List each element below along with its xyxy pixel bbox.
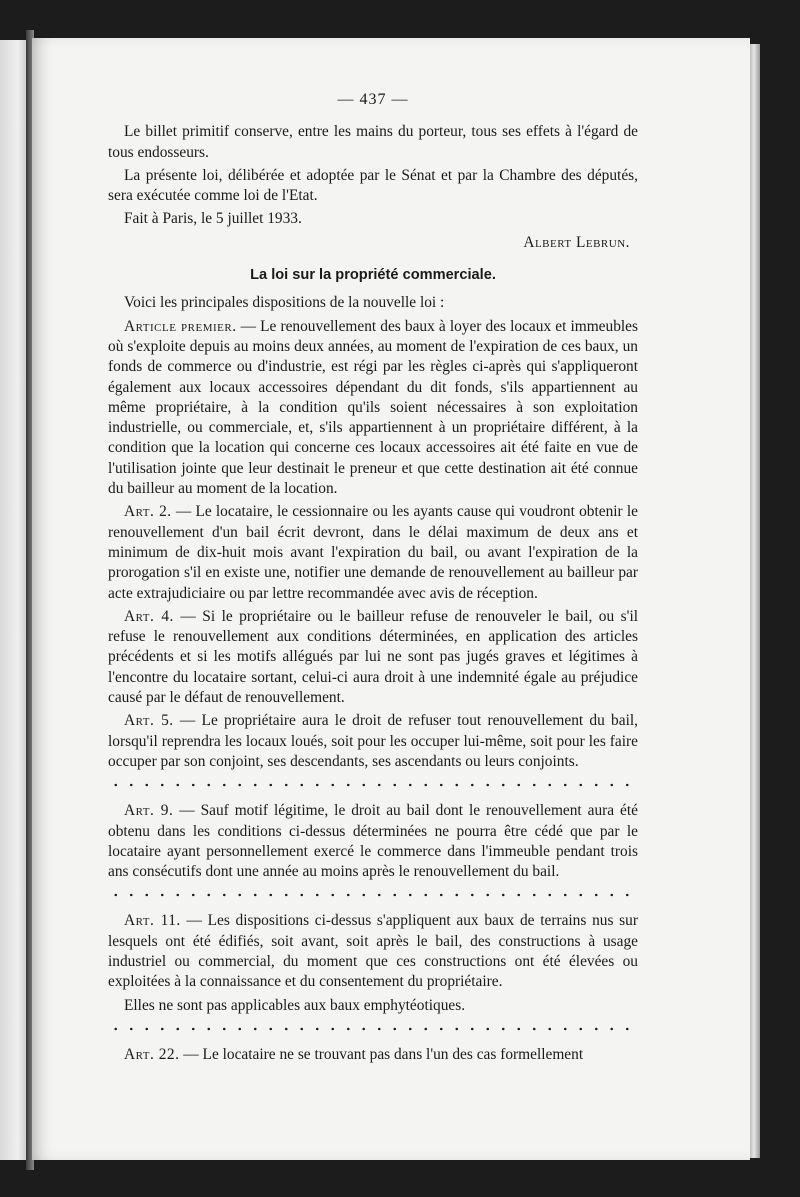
article-text: — Le renouvellement des baux à loyer des locaux et immeubles où s'exploite depuis au moins deux années, au moment de l'expiration de ces baux, un fonds de commerce ou d'industrie, est régi par les règles ci-après qui s'appliqueront également aux locaux accessoires dépendant du dit fonds, s'ils appartiennent au même propriétaire, à la condition qu'ils soient nécessaires à son exploitation industrielle, ou commerciale, et, s'ils appartiennent à un propriétaire différent, à la condition que la location qui concerne ces locaux accessoires ait été faite en vue de l'utilisation jointe que leur destinait le preneur et que cette destination ait été connue du bailleur au moment de la location. (108, 317, 638, 498)
article-paragraph (108, 607, 638, 708)
ellipsis-dot-row (108, 885, 638, 905)
article-label: Art. 9. (124, 802, 174, 820)
article-paragraph (108, 801, 638, 882)
article-text: — Les dispositions ci-dessus s'appliquent aux baux de terrains nus sur lesquels ont été édifiés, soit avant, soit après le bail, des constructions à usage industriel ou commercial, du moment que ces constructions ont été élevées ou exploitées à la connaissance et du consentement du propriétaire. (108, 912, 638, 991)
article-label: Article premier. (124, 317, 237, 335)
intro-paragraph: Fait à Paris, le 5 juillet 1933. (124, 210, 302, 228)
article-text: — Le locataire, le cessionnaire ou les ayants cause qui voudront obtenir le renouvellement d'un bail écrit devront, dans le délai maximum de deux ans et minimum de dix-huit mois avant l'expiration du bail, ou avant l'expiration de la prorogation s'il en existe une, notifier une demande de renouvellement au bailleur par acte extrajudiciaire ou par lettre recommandée avec avis de réception. (108, 503, 639, 602)
article-label: Art. 2. (124, 503, 172, 521)
article-paragraph (108, 911, 638, 992)
section-title: La loi sur la propriété commerciale. (250, 267, 496, 284)
article-text: — Le locataire ne se trouvant pas dans l'un des cas formellement (179, 1045, 584, 1063)
ellipsis-dot-row (108, 1019, 638, 1039)
intro-paragraph: Le billet primitif conserve, entre les mains du porteur, tous ses effets à l'égard de tous endosseurs. (108, 123, 638, 161)
article-label: Art. 11. (124, 912, 181, 930)
lead-paragraph: Voici les principales dispositions de la nouvelle loi : (124, 294, 445, 312)
article-paragraph (108, 317, 638, 500)
intro-paragraph: La présente loi, délibérée et adoptée par le Sénat et par la Chambre des députés, sera exécutée comme loi de l'Etat. (108, 166, 638, 205)
signature: Albert Lebrun. (523, 233, 630, 251)
page-number: — 437 — (337, 91, 409, 108)
article-note: Elles ne sont pas applicables aux baux emphytéotiques. (124, 996, 466, 1014)
article-text: — Sauf motif légitime, le droit au bail dont le renouvellement aura été obtenu dans les conditions ci-dessus déterminées ne pourra être cédé que par le locataire ayant personnellement exercé le commerce dans l'immeuble pendant trois ans consécutifs dont une année au moins après le renouvellement du bail. (108, 802, 638, 881)
facing-page-edge (0, 40, 26, 1160)
article-paragraph (108, 502, 638, 603)
article-text: — Si le propriétaire ou le bailleur refuse de renouveler le bail, ou s'il refuse le renouvellement aux conditions déterminées, en application des articles précédents et si les motifs allégués par lui ne sont pas jugés graves et légitimes à l'encontre du locataire sortant, celui-ci aura droit à une indemnité égale au préjudice causé par le défaut de renouvellement. (108, 607, 638, 707)
article-label: Art. 22. (124, 1045, 180, 1063)
article-text: — Le propriétaire aura le droit de refuser tout renouvellement du bail, lorsqu'il reprendra les locaux loués, soit pour les occuper lui-même, soit pour les faire occuper par son conjoint, ses descendants, ses ascendants ou leurs conjoints. (108, 712, 638, 770)
article-paragraph (108, 1045, 638, 1065)
article-paragraph (108, 711, 638, 772)
ellipsis-dot-row (108, 775, 638, 795)
page-content (108, 90, 638, 1068)
page-stack-edge (750, 44, 760, 1158)
article-label: Art. 4. (124, 607, 174, 625)
article-label: Art. 5. (124, 712, 174, 730)
